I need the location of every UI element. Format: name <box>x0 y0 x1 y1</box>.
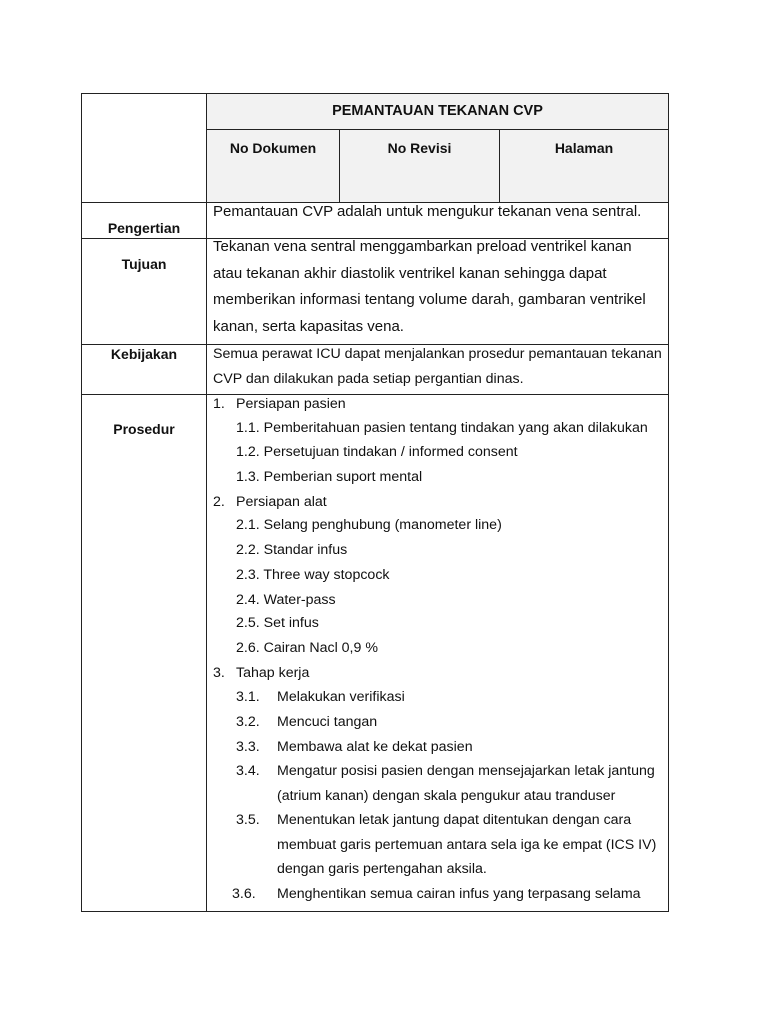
tujuan-line: memberikan informasi tentang volume darah, gambaran ventrikel <box>213 291 646 308</box>
step-text: Menghentikan semua cairan infus yang terpasang selama <box>277 886 641 902</box>
step-number: 3.6. <box>232 886 256 902</box>
step-text: membuat garis pertemuan antara sela iga ke empat (ICS IV) <box>277 837 657 853</box>
step-number: 3.1. <box>236 689 260 705</box>
list-item: 1.2. Persetujuan tindakan / informed consent <box>236 444 518 460</box>
step-text: (atrium kanan) dengan skala pengukur atau tranduser <box>277 788 616 804</box>
step-text: Mengatur posisi pasien dengan mensejajarkan letak jantung <box>277 763 655 779</box>
header-no-dokumen: No Dokumen <box>229 140 317 156</box>
section-number: 1. <box>213 396 225 412</box>
row-divider-tujuan <box>81 344 669 345</box>
list-item: 1.1. Pemberitahuan pasien tentang tindakan yang akan dilakukan <box>236 420 648 436</box>
step-text: Melakukan verifikasi <box>277 689 405 705</box>
list-item: 2.4. Water-pass <box>236 592 336 608</box>
list-item: 2.3. Three way stopcock <box>236 567 390 583</box>
list-item: 2.5. Set infus <box>236 615 319 631</box>
kebijakan-line: Semua perawat ICU dapat menjalankan prosedur pemantauan tekanan <box>213 346 662 362</box>
section-title: Persiapan pasien <box>236 396 346 412</box>
list-item: 1.3. Pemberian suport mental <box>236 469 423 485</box>
kebijakan-label: Kebijakan <box>110 346 178 362</box>
row-divider-kebijakan <box>81 394 669 395</box>
tujuan-line: kanan, serta kapasitas vena. <box>213 318 404 335</box>
tujuan-line: atau tekanan akhir diastolik ventrikel kanan sehingga dapat <box>213 265 607 282</box>
header-halaman: Halaman <box>554 140 614 156</box>
pengertian-text: Pemantauan CVP adalah untuk mengukur tekanan vena sentral. <box>213 203 642 220</box>
step-text: dengan garis pertengahan aksila. <box>277 861 487 877</box>
step-text: Mencuci tangan <box>277 714 378 730</box>
header-title-divider <box>206 129 669 130</box>
prosedur-label: Prosedur <box>113 421 175 437</box>
step-number: 3.2. <box>236 714 260 730</box>
list-item: 2.6. Cairan Nacl 0,9 % <box>236 640 378 656</box>
label-column-divider <box>206 93 207 912</box>
document-title: PEMANTAUAN TEKANAN CVP <box>332 103 543 119</box>
section-title: Persiapan alat <box>236 494 327 510</box>
pengertian-label: Pengertian <box>107 220 181 236</box>
header-no-revisi: No Revisi <box>387 140 452 156</box>
list-item: 2.2. Standar infus <box>236 542 348 558</box>
step-number: 3.3. <box>236 739 260 755</box>
step-number: 3.4. <box>236 763 260 779</box>
section-title: Tahap kerja <box>236 665 310 681</box>
kebijakan-line: CVP dan dilakukan pada setiap pergantian dinas. <box>213 371 524 387</box>
step-text: Membawa alat ke dekat pasien <box>277 739 473 755</box>
section-number: 3. <box>213 665 225 681</box>
tujuan-line: Tekanan vena sentral menggambarkan preload ventrikel kanan <box>213 238 632 255</box>
step-number: 3.5. <box>236 812 260 828</box>
list-item: 2.1. Selang penghubung (manometer line) <box>236 517 502 533</box>
tujuan-label: Tujuan <box>121 256 167 272</box>
step-text: Menentukan letak jantung dapat ditentukan dengan cara <box>277 812 632 828</box>
section-number: 2. <box>213 494 225 510</box>
